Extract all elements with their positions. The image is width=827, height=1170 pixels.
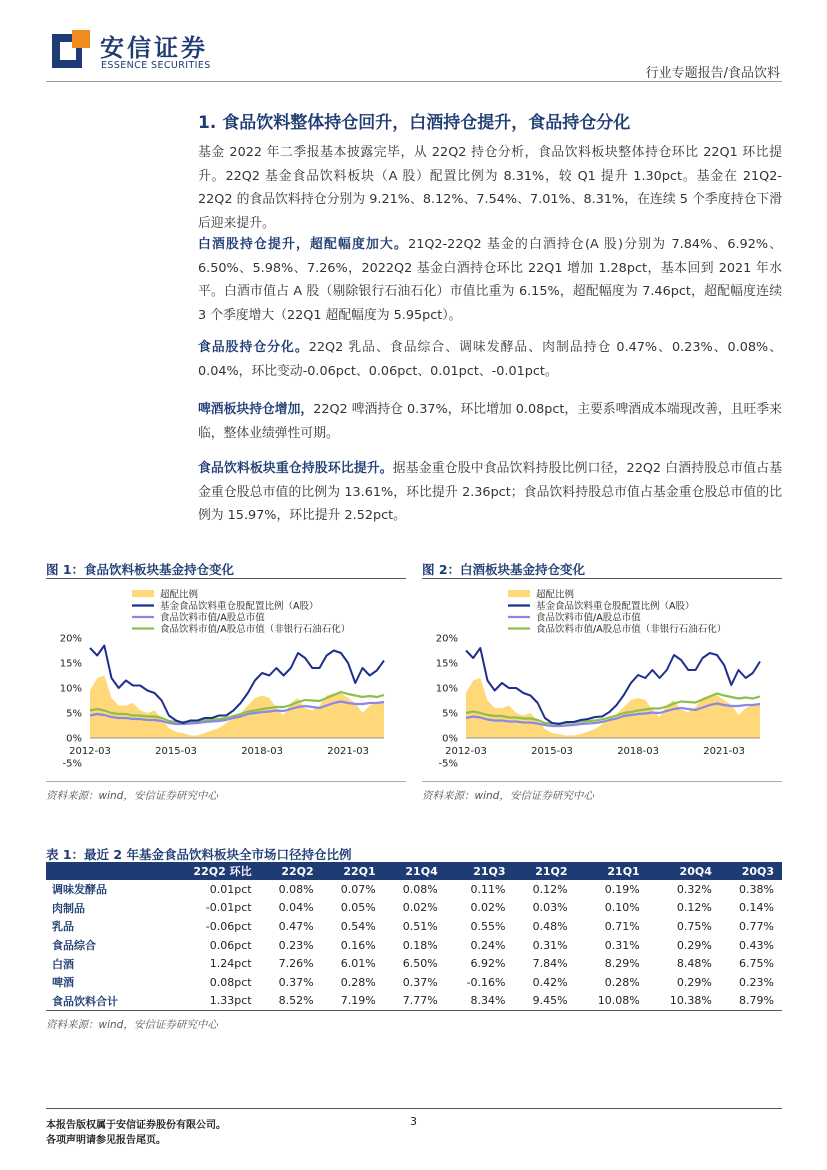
table-header-cell: 20Q4 (648, 862, 720, 880)
table-header-cell: 21Q2 (514, 862, 576, 880)
table-header-cell: 21Q1 (576, 862, 648, 880)
table-row (46, 992, 782, 1011)
table-cell: 7.84% (532, 957, 568, 971)
table-cell: 0.32% (676, 882, 712, 896)
figure-1-bottom-rule (46, 781, 406, 782)
table-cell: 0.51% (402, 919, 438, 933)
table-cell: 0.75% (676, 919, 712, 933)
table-cell: 0.23% (278, 938, 314, 952)
table-header-cell: 22Q2 环比 (164, 862, 260, 880)
holdings-table (46, 862, 782, 1011)
table-cell: 0.08% (278, 882, 314, 896)
paragraph-5 (198, 457, 782, 528)
table-cell: 0.18% (402, 938, 438, 952)
table-cell: -0.01pct (205, 901, 252, 915)
paragraph-4-text: 22Q2 啤酒持仓 0.37%，环比增加 0.08pct，主要系啤酒成本端现改善，且旺季来临，整体业绩弹性可期。 (198, 402, 783, 441)
table-cell: -0.06pct (205, 919, 252, 933)
paragraph-2-lead: 白酒股持仓提升，超配幅度加大。 (198, 237, 409, 252)
table-header-cell: 22Q2 (260, 862, 322, 880)
figure-2-source: 资料来源：wind，安信证券研究中心 (422, 790, 594, 802)
figure-1-source: 资料来源：wind，安信证券研究中心 (46, 790, 218, 802)
table-cell: 0.55% (470, 919, 506, 933)
x-tick-label: 2015-03 (155, 746, 197, 757)
legend-swatch-overweight (508, 590, 530, 597)
table-cell: 8.48% (676, 957, 712, 971)
row-label: 啤酒 (52, 976, 74, 990)
paragraph-1-text: 基金 2022 年二季报基本披露完毕，从 22Q2 持仓分析，食品饮料板块整体持仓环比 22Q1 环比提升。22Q2 基金食品饮料板块（A 股）配置比例为 8.31%，较 Q1 提升 1.30pct。基金在 21Q2-22Q2 的食品饮料持仓分别为 9.21%、8.12%、7.54%、7.01%、8.31%，在连续 5 个季度持仓下滑后迎来提升。 (198, 145, 782, 231)
footer-disclaimer: 各项声明请参见报告尾页。 (46, 1135, 166, 1146)
page-number: 3 (410, 1115, 417, 1128)
y-tick-label: 5% (442, 708, 458, 720)
table-cell: 8.52% (260, 992, 322, 1011)
table-cell: 0.37% (278, 975, 314, 989)
table-cell: 0.77% (739, 919, 774, 933)
y-tick-label: 5% (66, 708, 82, 720)
section-title: 1. 食品饮料整体持仓回升，白酒持仓提升，食品持仓分化 (198, 113, 631, 133)
table-cell: 0.16% (340, 938, 376, 952)
y-tick-label: 0% (442, 733, 458, 745)
table-cell: 0.01pct (209, 882, 252, 896)
table-cell: 0.37% (402, 975, 438, 989)
legend-label: 超配比例 (160, 589, 199, 601)
table-cell: 7.19% (322, 992, 384, 1011)
y-tick-label: -5% (62, 758, 82, 770)
table-cell: 0.08pct (209, 975, 252, 989)
paragraph-5-lead: 食品饮料板块重仓持股环比提升。 (198, 461, 393, 476)
table-row (46, 880, 782, 899)
table-cell: 6.01% (340, 957, 376, 971)
table-cell: 7.77% (384, 992, 446, 1011)
paragraph-2 (198, 233, 782, 327)
table-cell: 0.29% (676, 938, 712, 952)
table-row (46, 973, 782, 992)
paragraph-3 (198, 336, 782, 383)
table-cell: 8.34% (446, 992, 514, 1011)
row-label: 白酒 (52, 957, 74, 971)
y-tick-label: 0% (66, 733, 82, 745)
footer-divider (46, 1108, 782, 1109)
y-tick-label: 20% (435, 633, 458, 645)
header-divider (46, 81, 782, 82)
table-cell: 6.75% (739, 957, 774, 971)
row-label: 食品综合 (52, 939, 96, 953)
legend-label: 超配比例 (536, 589, 575, 601)
table-row (46, 899, 782, 918)
y-tick-label: 20% (59, 633, 82, 645)
table-cell: 0.71% (604, 919, 640, 933)
company-name-en: ESSENCE SECURITIES (101, 60, 211, 71)
table-cell: 0.24% (470, 938, 506, 952)
x-tick-label: 2018-03 (617, 746, 659, 757)
table-cell: 8.79% (720, 992, 782, 1011)
table-cell: 0.43% (739, 938, 774, 952)
table-cell: 6.50% (402, 957, 438, 971)
table-cell: 9.45% (514, 992, 576, 1011)
table-cell: 0.12% (532, 882, 568, 896)
table-cell: 10.38% (648, 992, 720, 1011)
table-cell: 0.04% (278, 901, 314, 915)
x-tick-label: 2021-03 (327, 746, 370, 757)
paragraph-1 (198, 141, 782, 235)
table-cell: 0.02% (402, 901, 438, 915)
table-cell: 0.31% (532, 938, 568, 952)
figure-2-title: 图 2：白酒板块基金持仓变化 (422, 562, 586, 577)
report-type: 行业专题报告/食品饮料 (645, 66, 780, 81)
y-tick-label: -5% (438, 758, 458, 770)
x-tick-label: 2021-03 (703, 746, 746, 757)
row-label: 肉制品 (52, 901, 85, 915)
y-tick-label: 10% (435, 683, 458, 695)
table-cell: 0.02% (470, 901, 506, 915)
paragraph-5-text: 据基金重仓股中食品饮料持股比例口径，22Q2 白酒持股总市值占基金重仓股总市值的比例为 13.61%，环比提升 2.36pct；食品饮料持股总市值占基金重仓股总市值的比例为 15.97%，环比提升 2.52pct。 (198, 461, 782, 523)
table-cell: 0.23% (739, 975, 774, 989)
legend-label: 食品饮料市值/A股总市值 (536, 612, 641, 624)
table-header-cell: 20Q3 (720, 862, 782, 880)
table-cell: 0.19% (604, 882, 640, 896)
figure-1-chart (46, 582, 406, 777)
table-cell: 8.29% (604, 957, 640, 971)
paragraph-3-lead: 食品股持仓分化。 (198, 340, 309, 355)
logo-icon (52, 30, 92, 70)
table-cell: 0.48% (532, 919, 568, 933)
table-cell: 1.24pct (209, 957, 252, 971)
footer-copyright: 本报告版权属于安信证券股份有限公司。 (46, 1120, 226, 1131)
legend-label: 基金食品饮料重仓股配置比例（A股） (536, 601, 695, 612)
table-source: 资料来源：wind，安信证券研究中心 (46, 1019, 218, 1031)
table-cell: -0.16% (466, 975, 506, 989)
paragraph-3-text: 22Q2 乳品、食品综合、调味发酵品、肉制品持仓 0.47%、0.23%、0.08%、0.04%，环比变动-0.06pct、0.06pct、0.01pct、-0.01pct。 (198, 340, 783, 379)
y-tick-label: 15% (59, 658, 82, 670)
figure-2-top-rule (422, 578, 782, 579)
table-cell: 0.28% (340, 975, 376, 989)
table-cell: 6.92% (470, 957, 506, 971)
legend-label: 食品饮料市值/A股总市值 (160, 612, 265, 624)
table-cell: 7.26% (278, 957, 314, 971)
company-name-cn: 安信证券 (100, 34, 208, 62)
y-tick-label: 15% (435, 658, 458, 670)
table-cell: 0.47% (278, 919, 314, 933)
figure-1-title: 图 1：食品饮料板块基金持仓变化 (46, 562, 235, 577)
table-cell: 0.14% (739, 901, 774, 915)
table-cell: 0.05% (340, 901, 376, 915)
table-cell: 0.11% (470, 882, 506, 896)
row-label: 调味发酵品 (52, 883, 107, 897)
table-header-cell: 21Q4 (384, 862, 446, 880)
x-tick-label: 2015-03 (531, 746, 573, 757)
legend-label: 食品饮料市值/A股总市值（非银行石油石化） (160, 624, 351, 635)
legend-label: 食品饮料市值/A股总市值（非银行石油石化） (536, 624, 727, 635)
table-header-row (46, 862, 782, 880)
figure-2-chart (422, 582, 782, 777)
table-cell: 0.29% (676, 975, 712, 989)
table-cell: 0.42% (532, 975, 568, 989)
table-header-cell: 22Q1 (322, 862, 384, 880)
table-cell: 0.03% (532, 901, 568, 915)
paragraph-4 (198, 398, 782, 445)
table-cell: 0.28% (604, 975, 640, 989)
row-label: 食品饮料合计 (46, 992, 164, 1011)
table-cell: 0.10% (604, 901, 640, 915)
y-tick-label: 10% (59, 683, 82, 695)
table-cell: 0.54% (340, 919, 376, 933)
table-cell: 0.38% (739, 882, 774, 896)
figure-1-top-rule (46, 578, 406, 579)
paragraph-2-text: 21Q2-22Q2 基金的白酒持仓(A 股)分别为 7.84%、6.92%、6.50%、5.98%、7.26%，2022Q2 基金白酒持仓环比 22Q1 增加 1.28pct，基本回到 2021 年水平。白酒市值占 A 股（剔除银行石油石化）市值比重为 6.15%，超配幅度为 7.46pct，超配幅度连续 3 个季度增大（22Q1 超配幅度为 5.95pct）。 (198, 237, 782, 323)
figure-2-bottom-rule (422, 781, 782, 782)
row-label: 乳品 (52, 920, 74, 934)
legend-label: 基金食品饮料重仓股配置比例（A股） (160, 601, 319, 612)
table-cell: 10.08% (576, 992, 648, 1011)
table-cell: 0.06pct (209, 938, 252, 952)
table-header-cell (46, 862, 164, 880)
x-tick-label: 2012-03 (69, 746, 111, 757)
table-row (46, 936, 782, 955)
table-cell: 1.33pct (164, 992, 260, 1011)
table-header-cell: 21Q3 (446, 862, 514, 880)
table-cell: 0.31% (604, 938, 640, 952)
table-cell: 0.08% (402, 882, 438, 896)
table-title: 表 1：最近 2 年基金食品饮料板块全市场口径持仓比例 (46, 847, 352, 862)
paragraph-4-lead: 啤酒板块持仓增加， (198, 402, 314, 417)
table-row (46, 954, 782, 973)
legend-swatch-overweight (132, 590, 154, 597)
table-cell: 0.12% (676, 901, 712, 915)
table-cell: 0.07% (340, 882, 376, 896)
x-tick-label: 2018-03 (241, 746, 283, 757)
table-row (46, 917, 782, 936)
x-tick-label: 2012-03 (445, 746, 487, 757)
